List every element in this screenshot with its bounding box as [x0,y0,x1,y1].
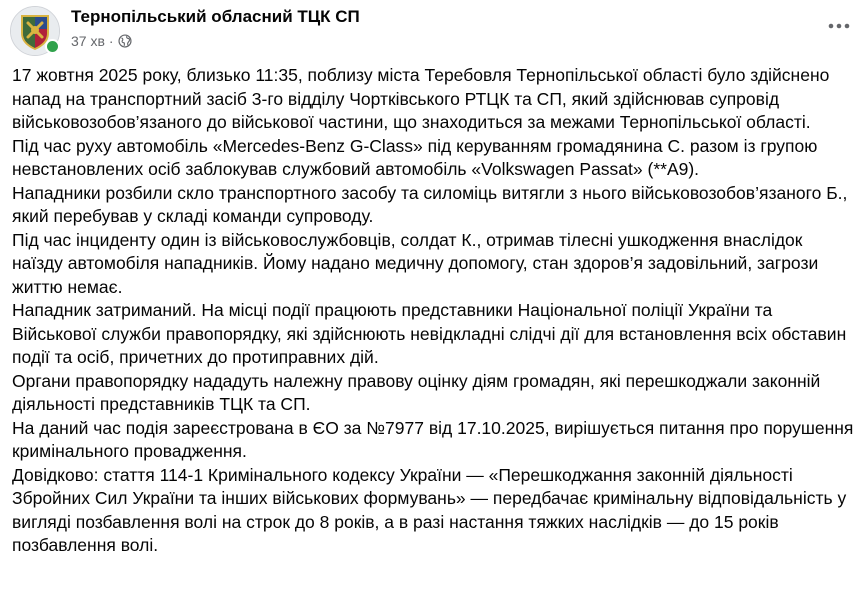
post-paragraph: Органи правопорядку нададуть належну правову оцінку діям громадян, які перешкоджали законній діяльності представників ТЦК та СП. [12,370,821,414]
meta-separator: · [108,33,114,49]
more-options-button[interactable] [825,16,853,36]
post-paragraph: Нападники розбили скло транспортного засобу та силоміць витягли з нього військовозобов’язаного Б., який перебував у складі команди супроводу. [12,182,848,226]
post-paragraph: Під час інциденту один із військовослужбовців, солдат К., отримав тілесні ушкодження внаслідок наїзду автомобіля нападників. Йому надано медичну допомогу, стан здоров’я задовільний, загрози життю немає. [12,229,819,297]
post-text [12,64,857,558]
post-time-link[interactable]: 37 хв [71,33,105,49]
page-name-link[interactable]: Тернопільський обласний ТЦК СП [71,7,360,26]
post-meta [71,33,132,49]
page-avatar[interactable] [10,6,60,56]
online-status-dot [45,39,60,54]
post-paragraph: Нападник затриманий. На місці події працюють представники Національної поліції України та Військової служби правопорядку, які здійснюють невідкладні слідчі дії для встановлення всіх обставин події та осіб, причетних до протиправних дій. [12,300,847,367]
globe-icon[interactable] [118,34,132,48]
post-paragraph: Довідково: стаття 114-1 Кримінального кодексу України — «Перешкоджання законній діяльності Збройних Сил України та інших військових формувань» — передбачає кримінальну відповідальність у вигляді позбавлення волі на строк до 8 років, а в разі настання тяжких наслідків — до 15 років позбавлення волі. [12,464,847,555]
post-paragraph: На даний час подія зареєстрована в ЄО за №7977 від 17.10.2025, вирішується питання про порушення кримінального провадження. [12,417,854,461]
post-paragraph: Під час руху автомобіль «Mercedes-Benz G-Class» під керуванням громадянина С. разом із групою невстановлених осіб заблокував службовий автомобіль «Volkswagen Passat» (**А9). [12,135,818,179]
post-header [10,6,853,54]
post-paragraph: 17 жовтня 2025 року, близько 11:35, поблизу міста Теребовля Тернопільської області було здійснено напад на транспортний засіб 3-го відділу Чортківського РТЦК та СП, який здійснював супровід військовозобов’язаного до військової частини, що знаходиться за межами Тернопільської області. [12,65,830,132]
more-horizontal-icon [828,23,850,29]
